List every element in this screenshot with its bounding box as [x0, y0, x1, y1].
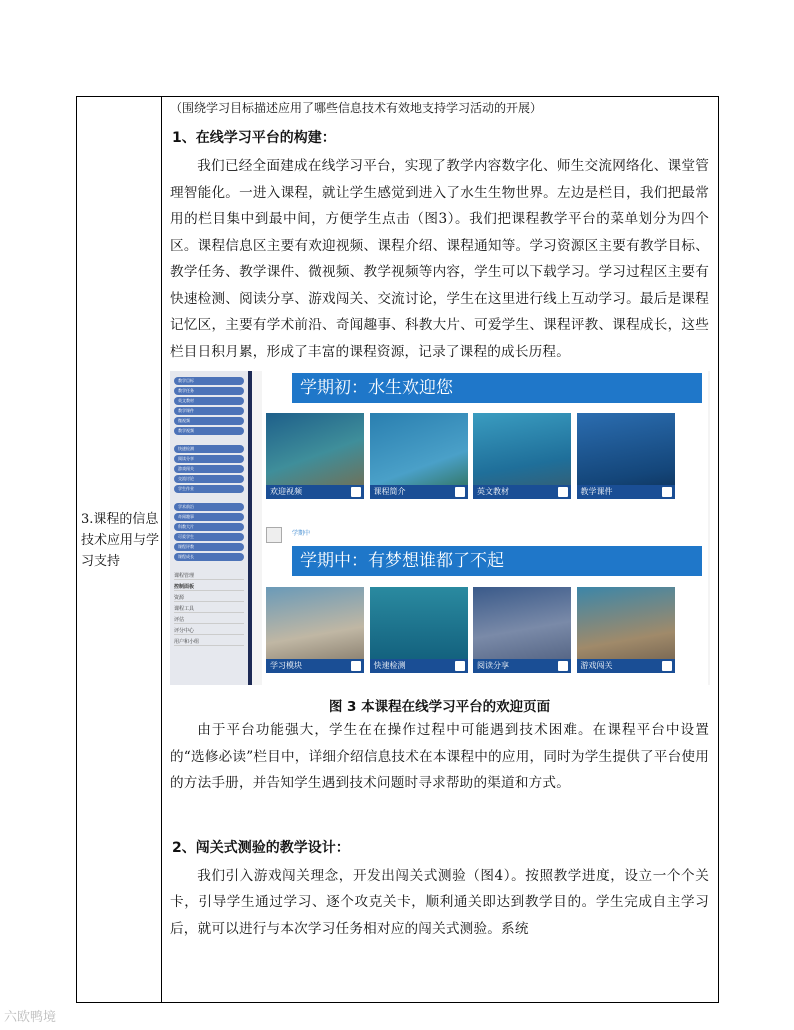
sidebar-button[interactable]: 微视频	[174, 417, 244, 425]
platform-tile[interactable]	[266, 587, 364, 673]
tile-icon	[558, 661, 568, 671]
sidebar-title: 课程管理	[174, 572, 244, 580]
sidebar-menu-row[interactable]: 用户和小组	[174, 638, 244, 646]
section-label: 3.课程的信息技术应用与学习支持	[81, 512, 160, 569]
watermark: 六欧鸭境	[4, 1010, 57, 1025]
sidebar-button[interactable]: 课程评教	[174, 543, 244, 551]
platform-tile[interactable]	[473, 587, 571, 673]
tile-icon	[351, 661, 361, 671]
tile-label: 快速检测	[370, 659, 468, 673]
platform-tile[interactable]	[577, 587, 675, 673]
doc-icon	[266, 527, 282, 543]
sidebar-button[interactable]: 奇闻趣事	[174, 513, 244, 521]
sidebar-menu-row[interactable]: 课程工具	[174, 605, 244, 613]
sidebar-menu-row[interactable]: 评估	[174, 616, 244, 624]
table-left-column	[77, 97, 162, 1002]
tile-label: 课程简介	[370, 485, 468, 499]
mid-tag: 学期中	[292, 530, 311, 537]
section2-paragraph: 我们引入游戏闯关理念，开发出闯关式测验（图4）。按照教学进度，设立一个个关卡，引导学生通过学习、逐个攻克关卡，顺利通关即达到教学目的。学生完成自主学习后，就可以进行与本次学习任务相对应的闯关式测验。系统	[170, 867, 709, 937]
figure-caption: 图 3 本课程在线学习平台的欢迎页面	[328, 699, 551, 715]
sidebar-menu-row[interactable]: 评分中心	[174, 627, 244, 635]
banner-term-mid: 学期中：有梦想谁都了不起	[292, 546, 702, 576]
platform-tile[interactable]	[266, 413, 364, 499]
platform-tile[interactable]	[370, 413, 468, 499]
sidebar-button[interactable]: 教学课件	[174, 407, 244, 415]
tile-label: 欢迎视频	[266, 485, 364, 499]
tile-label: 英文教材	[473, 485, 571, 499]
tile-icon	[558, 487, 568, 497]
tile-label: 游戏闯关	[577, 659, 675, 673]
sidebar-button[interactable]: 游戏闯关	[174, 465, 244, 473]
sidebar-button[interactable]: 教学目标	[174, 377, 244, 385]
sidebar-button[interactable]: 科教大片	[174, 523, 244, 531]
tile-label: 教学课件	[577, 485, 675, 499]
sidebar-button[interactable]: 快速检测	[174, 445, 244, 453]
tile-label: 阅读分享	[473, 659, 571, 673]
sidebar-panel: 控制面板	[174, 583, 244, 591]
platform-tile[interactable]	[577, 413, 675, 499]
tile-icon	[351, 487, 361, 497]
sidebar-menu-row[interactable]: 资源	[174, 594, 244, 602]
sidebar-button[interactable]: 教学视频	[174, 427, 244, 435]
tile-label: 学习模块	[266, 659, 364, 673]
tile-icon	[662, 661, 672, 671]
platform-tile[interactable]	[370, 587, 468, 673]
platform-main-pane	[262, 371, 708, 685]
table-content-cell	[163, 97, 718, 1002]
section2-heading: 2、闯关式测验的教学设计：	[172, 839, 350, 856]
tile-icon	[455, 487, 465, 497]
platform-tile[interactable]	[473, 413, 571, 499]
document-table	[76, 96, 719, 1003]
banner-term-start: 学期初：水生欢迎您	[292, 373, 702, 403]
sidebar-button[interactable]: 学术前沿	[174, 503, 244, 511]
sidebar-button[interactable]: 英文教材	[174, 397, 244, 405]
sidebar-button[interactable]: 可爱学生	[174, 533, 244, 541]
section1-paragraph: 我们已经全面建成在线学习平台，实现了教学内容数字化、师生交流网络化、课堂管理智能化。一进入课程，就让学生感觉到进入了水生生物世界。左边是栏目，我们把最常用的栏目集中到最中间，方便学生点击（图3）。我们把课程教学平台的菜单划分为四个区。课程信息区主要有欢迎视频、课程介绍、课程通知等。学习资源区主要有教学目标、教学任务、教学课件、微视频、教学视频等内容，学生可以下载学习。学习过程区主要有快速检测、阅读分享、游戏闯关、交流讨论，学生在这里进行线上互动学习。最后是课程记忆区，主要有学术前沿、奇闻趣事、科教大片、可爱学生、课程评教、课程成长，这些栏目日积月累，形成了丰富的课程资源，记录了课程的成长历程。	[170, 158, 709, 360]
sidebar-button[interactable]: 交流讨论	[174, 475, 244, 483]
sidebar-button[interactable]: 学生作业	[174, 485, 244, 493]
paragraph-2: 由于平台功能强大，学生在在操作过程中可能遇到技术困难。在课程平台中设置的“选修必读”栏目中，详细介绍信息技术在本课程中的应用，同时为学生提供了平台使用的方法手册，并告知学生遇到技术问题时寻求帮助的渠道和方式。	[170, 722, 709, 791]
instruction-hint: （围绕学习目标描述应用了哪些信息技术有效地支持学习活动的开展）	[170, 101, 543, 115]
sidebar-button[interactable]: 课程成长	[174, 553, 244, 561]
tile-icon	[662, 487, 672, 497]
tile-icon	[455, 661, 465, 671]
platform-sidebar	[170, 371, 252, 685]
sidebar-button[interactable]: 阅读分享	[174, 455, 244, 463]
section1-heading: 1、在线学习平台的构建：	[172, 130, 336, 146]
sidebar-button[interactable]: 教学任务	[174, 387, 244, 395]
figure-platform-screenshot	[170, 371, 710, 685]
